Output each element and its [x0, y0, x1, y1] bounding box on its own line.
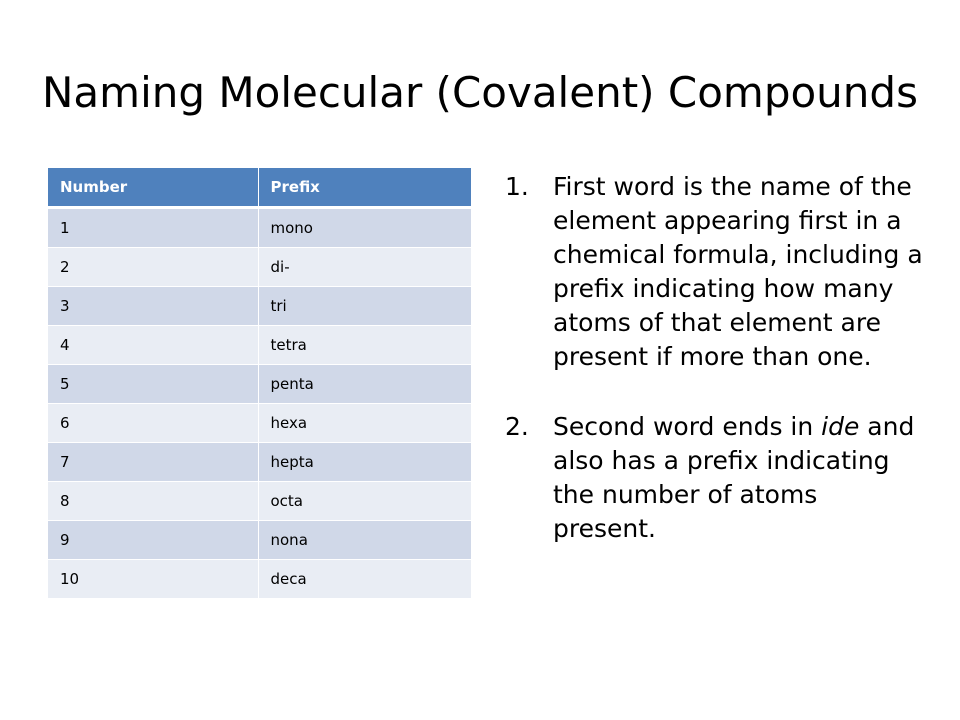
rule-number: 1. — [505, 172, 529, 201]
prefix-cell: nona — [258, 521, 471, 560]
number-cell: 4 — [48, 326, 258, 365]
number-cell: 3 — [48, 287, 258, 326]
table-row — [48, 560, 471, 599]
number-cell: 5 — [48, 365, 258, 404]
rule-text-before: Second word ends in — [553, 412, 822, 441]
rule-number: 2. — [505, 412, 529, 441]
rule-item-first-word — [505, 170, 925, 374]
table-header-row — [48, 168, 471, 208]
table-row — [48, 482, 471, 521]
rule-text — [553, 412, 914, 543]
prefix-cell: hepta — [258, 443, 471, 482]
table-row — [48, 521, 471, 560]
rule-item-second-word — [505, 410, 925, 546]
naming-rules-list — [505, 170, 925, 582]
prefix-cell: mono — [258, 208, 471, 248]
table-row — [48, 404, 471, 443]
table-row — [48, 443, 471, 482]
number-cell: 7 — [48, 443, 258, 482]
prefix-cell: hexa — [258, 404, 471, 443]
table-row — [48, 326, 471, 365]
table-row — [48, 287, 471, 326]
column-header-number: Number — [48, 168, 258, 208]
table-row — [48, 365, 471, 404]
rule-text: First word is the name of the element appearing first in a chemical formula, including a prefix indicating how many atoms of that element are present if more than one. — [553, 172, 923, 371]
rule-text-after: and also has a prefix indicating the number of atoms present. — [553, 412, 915, 543]
prefix-table — [48, 168, 471, 599]
number-cell: 6 — [48, 404, 258, 443]
number-cell: 1 — [48, 208, 258, 248]
rule-emphasis-ide: ide — [821, 412, 860, 441]
number-cell: 10 — [48, 560, 258, 599]
prefix-cell: penta — [258, 365, 471, 404]
prefix-cell: tri — [258, 287, 471, 326]
prefix-cell: octa — [258, 482, 471, 521]
number-cell: 9 — [48, 521, 258, 560]
prefix-cell: tetra — [258, 326, 471, 365]
number-cell: 2 — [48, 248, 258, 287]
column-header-prefix: Prefix — [258, 168, 471, 208]
number-cell: 8 — [48, 482, 258, 521]
prefix-cell: di- — [258, 248, 471, 287]
table-row — [48, 248, 471, 287]
slide-title: Naming Molecular (Covalent) Compounds — [42, 68, 918, 117]
prefix-cell: deca — [258, 560, 471, 599]
table-row — [48, 208, 471, 248]
